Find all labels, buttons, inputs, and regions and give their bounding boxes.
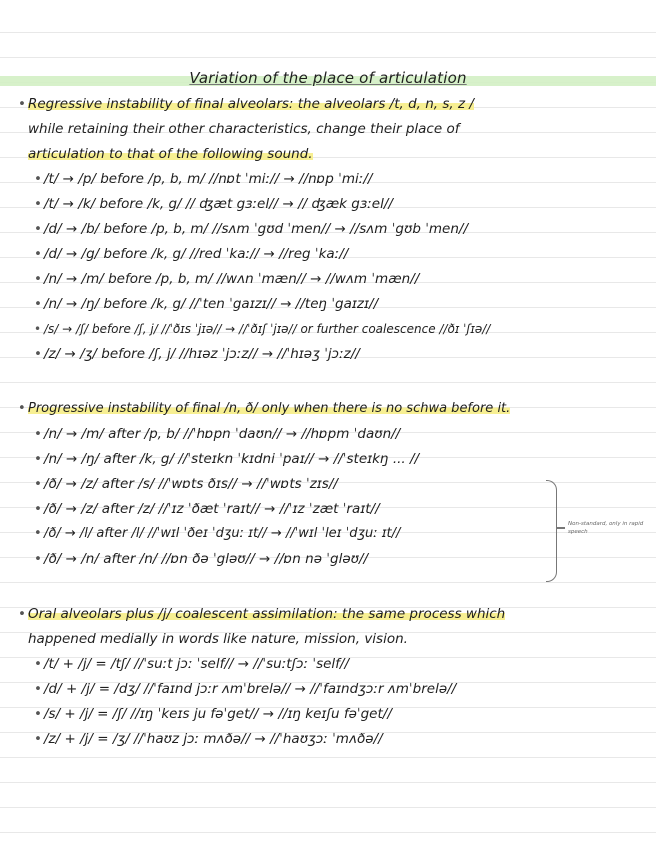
regressive-intro-line-2: while retaining their other characteristics, change their place of — [28, 121, 460, 137]
curly-brace — [546, 480, 557, 582]
regressive-intro-line-3: articulation to that of the following sound. — [28, 146, 313, 162]
regressive-item: • /d/ → /b/ before /p, b, m/ //sʌm ˈgʊd ˈmen// → //sʌm ˈgʊb ˈmen// — [44, 219, 468, 239]
progressive-intro: • Progressive instability of final /n, ð/ only when there is no schwa before it. — [28, 399, 510, 419]
page-title: Variation of the place of articulation — [189, 69, 467, 87]
regressive-item: • /n/ → /ŋ/ before /k, g/ //ˈten ˈgaɪzɪ// → //teŋ ˈgaɪzɪ// — [44, 294, 378, 314]
regressive-item: • /n/ → /m/ before /p, b, m/ //wʌn ˈmæn// → //wʌm ˈmæn// — [44, 269, 419, 289]
regressive-item: • /t/ → /k/ before /k, g/ // ʤæt gɜːel// → // ʤæk gɜːel// — [44, 194, 393, 214]
regressive-item: • /t/ → /p/ before /p, b, m/ //nɒt ˈmiː// → //nɒp ˈmiː// — [44, 169, 372, 189]
progressive-item: • /n/ → /ŋ/ after /k, g/ //ˈsteɪkn ˈkɪdni ˈpaɪ// → //ˈsteɪkŋ ... // — [44, 449, 419, 469]
progressive-item: • /ð/ → /l/ after /l/ //ˈwɪl ˈðeɪ ˈdʒuː ɪt// → //ˈwɪl ˈleɪ ˈdʒuː ɪt// — [44, 524, 400, 544]
regressive-item: • /z/ → /ʒ/ before /ʃ, j/ //hɪəz ˈjɔːz// → //ˈhɪəʒ ˈjɔːz// — [44, 344, 360, 364]
regressive-intro-line-1: • Regressive instability of final alveolars: the alveolars /t, d, n, s, z / — [28, 94, 474, 114]
coalescent-item: • /t/ + /j/ = /tʃ/ //ˈsuːt jɔː ˈself// → //ˈsuːtʃɔː ˈself// — [44, 654, 349, 674]
side-note: Non-standard, only in rapid speech — [568, 521, 644, 535]
coalescent-item: • /s/ + /j/ = /ʃ/ //ɪŋ ˈkeɪs ju fəˈget// → //ɪŋ keɪʃu fəˈget// — [44, 704, 392, 724]
progressive-item: • /ð/ → /n/ after /n/ //ɒn ðə ˈgləʊ// → //ɒn nə ˈgləʊ// — [44, 549, 368, 569]
progressive-item: • /ð/ → /z/ after /s/ //ˈwɒts ðɪs// → //ˈwɒts ˈzɪs// — [44, 474, 338, 494]
progressive-item: • /ð/ → /z/ after /z/ //ˈɪz ˈðæt ˈraɪt// → //ˈɪz ˈzæt ˈraɪt// — [44, 499, 380, 519]
brace-tip — [557, 527, 565, 529]
coalescent-intro-line-1: • Oral alveolars plus /j/ coalescent assimilation: the same process which — [28, 604, 505, 624]
coalescent-item: • /d/ + /j/ = /dʒ/ //ˈfaɪnd jɔːr ʌmˈbrelə// → //ˈfaɪndʒɔːr ʌmˈbrelə// — [44, 679, 456, 699]
coalescent-intro-line-2: happened medially in words like nature, mission, vision. — [28, 631, 408, 647]
coalescent-item: • /z/ + /j/ = /ʒ/ //ˈhaʊz jɔː mʌðə// → //ˈhaʊʒɔː ˈmʌðə// — [44, 729, 383, 749]
regressive-item: • /d/ → /g/ before /k, g/ //red ˈkaː// → //reg ˈkaː// — [44, 244, 348, 264]
regressive-item: • /s/ → /ʃ/ before /ʃ, j/ //ˈðɪs ˈjɪə// → //ˈðɪʃ ˈjɪə// or further coalescence //ðɪ ˈʃɪə// — [44, 319, 490, 339]
progressive-item: • /n/ → /m/ after /p, b/ //ˈhɒpn ˈdaʊn// → //hɒpm ˈdaʊn// — [44, 424, 400, 444]
